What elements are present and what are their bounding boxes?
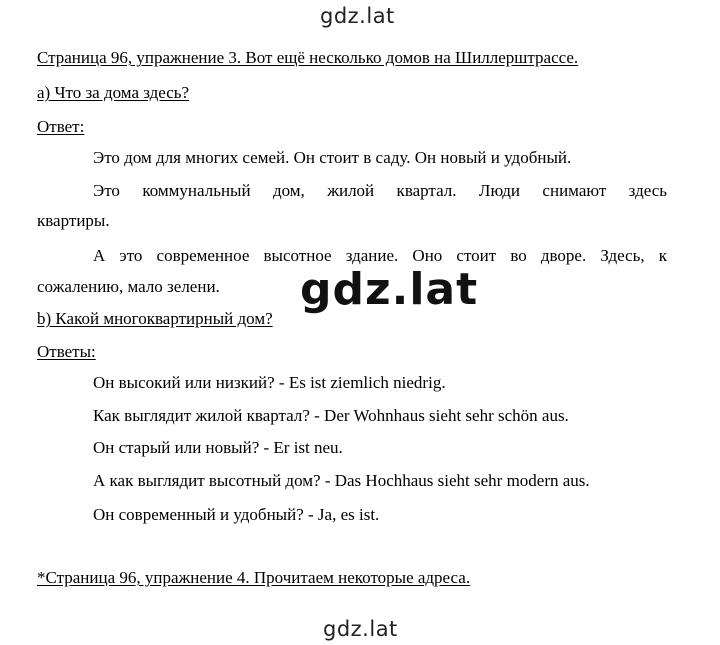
answer-line-5: Он современный и удобный? - Ja, es ist.: [93, 505, 380, 524]
answer-line-4: А как выглядит высотный дом? - Das Hochhaus sieht sehr modern aus.: [93, 471, 590, 490]
answer-paragraph-3-line-2: сожалению, мало зелени.: [37, 277, 220, 296]
part-a-answer-label: Ответ:: [37, 117, 85, 136]
watermark-center: gdz.lat: [300, 264, 479, 315]
part-b-question: b) Какой многоквартирный дом?: [37, 309, 273, 328]
answer-line-1: Он высокий или низкий? - Es ist ziemlich niedrig.: [93, 373, 446, 392]
answer-line-2: Как выглядит жилой квартал? - Der Wohnhaus sieht sehr schön aus.: [93, 406, 569, 425]
answer-line-3: Он старый или новый? - Er ist neu.: [93, 438, 343, 457]
part-a-question: а) Что за дома здесь?: [37, 83, 190, 102]
answer-paragraph-2-line-2: квартиры.: [37, 211, 110, 230]
part-b-answer-label: Ответы:: [37, 342, 96, 361]
watermark-bottom: gdz.lat: [323, 617, 398, 641]
answer-paragraph-1: Это дом для многих семей. Он стоит в саду. Он новый и удобный.: [93, 148, 572, 167]
exercise4-heading: *Страница 96, упражнение 4. Прочитаем некоторые адреса.: [37, 568, 471, 587]
watermark-top: gdz.lat: [320, 4, 395, 28]
answer-paragraph-3-line-1: А это современное высотное здание. Оно стоит во дворе. Здесь, к: [93, 246, 667, 265]
exercise3-heading: Страница 96, упражнение 3. Вот ещё несколько домов на Шиллерштрассе.: [37, 48, 579, 67]
answer-paragraph-2-line-1: Это коммунальный дом, жилой квартал. Люди снимают здесь: [93, 181, 667, 200]
